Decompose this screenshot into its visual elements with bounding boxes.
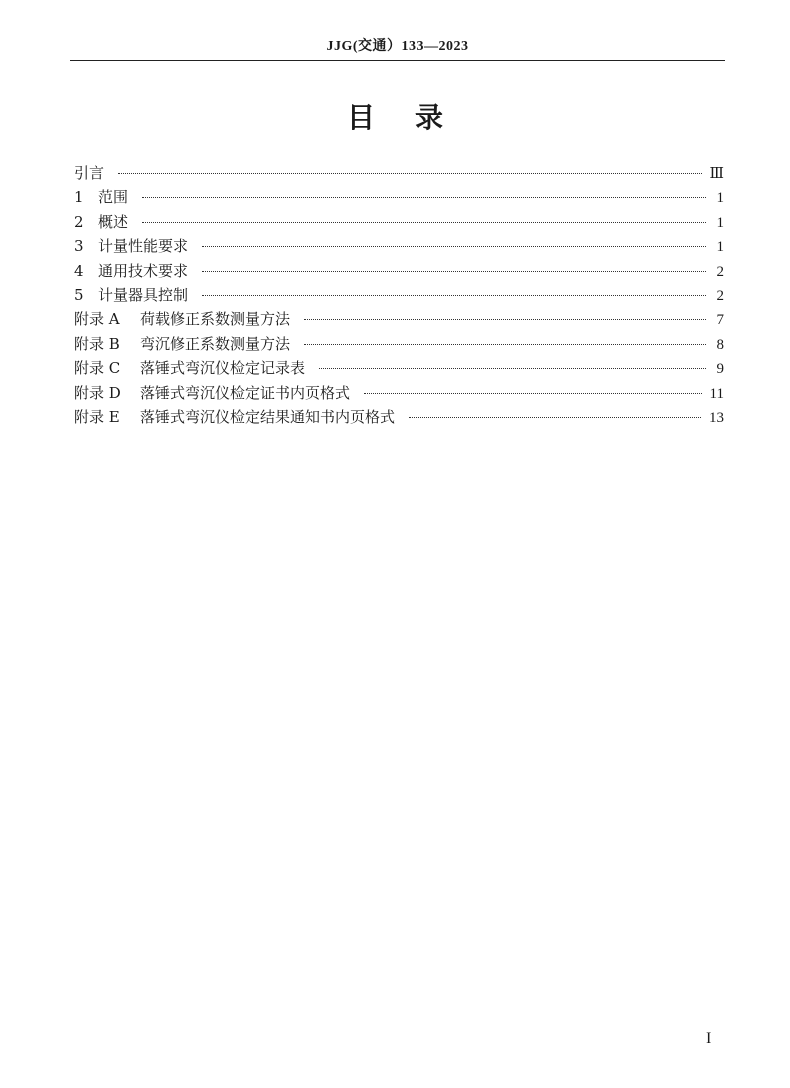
toc-entry[interactable] — [74, 356, 724, 380]
toc-entry-label — [74, 210, 128, 234]
toc-leader-dots — [409, 417, 701, 418]
toc-leader-dots — [202, 246, 706, 247]
toc-entry-page: 1 — [716, 190, 724, 207]
toc-entry-page: 7 — [716, 312, 724, 329]
toc-entry-label — [74, 405, 395, 429]
toc-leader-dots — [304, 319, 706, 320]
toc-entry-page: 13 — [709, 409, 724, 426]
toc-entry-page: Ⅲ — [709, 166, 724, 182]
toc-leader-dots — [304, 344, 706, 345]
toc-entry-page: 8 — [716, 336, 724, 353]
toc-entry[interactable] — [74, 332, 724, 356]
toc-entry-page: 1 — [716, 214, 724, 231]
toc-entry-page: 1 — [716, 239, 724, 256]
page-number: I — [706, 1030, 712, 1047]
toc-entry[interactable] — [74, 405, 724, 429]
page-title: 目录 — [346, 101, 483, 134]
toc-entry-number: 4 — [74, 261, 84, 280]
toc-entry-page: 2 — [716, 263, 724, 280]
toc-entry[interactable] — [74, 307, 724, 331]
toc-entry-title: 弯沉修正系数测量方法 — [140, 334, 291, 353]
running-header: JJG(交通）133—2023 — [326, 39, 469, 54]
toc-entry-page: 2 — [716, 287, 724, 304]
toc-entry[interactable] — [74, 210, 724, 234]
toc-entry-page: 11 — [709, 385, 724, 402]
toc-entry-title: 计量器具控制 — [98, 285, 189, 304]
toc-entry-title: 落锤式弯沉仪检定记录表 — [140, 359, 306, 378]
toc-entry-number: 2 — [74, 212, 84, 231]
toc-entry-label — [74, 356, 305, 380]
toc-entry-number: 附录 D — [74, 383, 121, 402]
toc-entry-title: 落锤式弯沉仪检定证书内页格式 — [140, 383, 351, 402]
toc-entry-number: 1 — [74, 188, 84, 207]
toc-entry[interactable] — [74, 161, 724, 185]
toc-entry[interactable] — [74, 185, 724, 209]
toc-entry-title: 荷载修正系数测量方法 — [140, 310, 291, 329]
toc-entry-number: 附录 B — [74, 334, 120, 353]
toc-leader-dots — [364, 393, 702, 394]
table-of-contents — [74, 161, 724, 429]
toc-entry-label — [74, 161, 104, 185]
toc-leader-dots — [202, 295, 706, 296]
toc-entry-number: 附录 A — [74, 310, 120, 329]
toc-leader-dots — [142, 197, 706, 198]
toc-leader-dots — [118, 173, 702, 174]
toc-entry-number: 5 — [74, 285, 84, 304]
toc-entry-number: 附录 C — [74, 359, 121, 378]
toc-entry[interactable] — [74, 234, 724, 258]
toc-leader-dots — [202, 271, 706, 272]
toc-entry[interactable] — [74, 259, 724, 283]
toc-entry-label — [74, 307, 290, 331]
toc-entry-label — [74, 381, 350, 405]
toc-entry-title: 落锤式弯沉仪检定结果通知书内页格式 — [140, 407, 396, 426]
toc-entry[interactable] — [74, 283, 724, 307]
toc-entry-title: 通用技术要求 — [98, 261, 189, 280]
toc-entry-title: 引言 — [74, 164, 105, 182]
toc-entry-title: 概述 — [98, 212, 129, 231]
toc-leader-dots — [319, 368, 706, 369]
toc-entry[interactable] — [74, 381, 724, 405]
header-rule — [70, 60, 725, 61]
toc-entry-number: 3 — [74, 237, 84, 256]
toc-leader-dots — [142, 222, 706, 223]
toc-entry-title: 范围 — [98, 188, 129, 207]
toc-entry-label — [74, 283, 188, 307]
toc-entry-page: 9 — [716, 361, 724, 378]
toc-entry-label — [74, 259, 188, 283]
toc-entry-label — [74, 185, 128, 209]
toc-entry-label — [74, 234, 188, 258]
toc-entry-number: 附录 E — [74, 407, 120, 426]
toc-entry-label — [74, 332, 290, 356]
toc-entry-title: 计量性能要求 — [98, 237, 189, 256]
